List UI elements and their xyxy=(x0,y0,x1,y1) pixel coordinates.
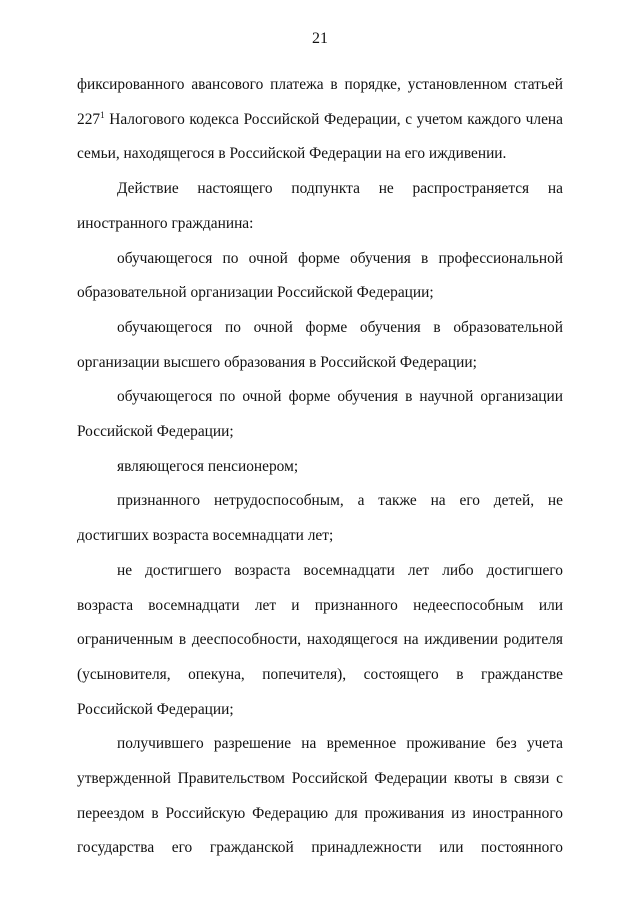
paragraph-text: фиксированного авансового платежа в порядке, установленном статьей 227 xyxy=(77,76,563,128)
paragraph-disabled: признанного нетрудоспособным, а также на его детей, не достигших возраста восемнадцати лет; xyxy=(77,492,563,545)
superscript: 1 xyxy=(100,109,105,120)
paragraph-scope: Действие настоящего подпункта не распространяется на иностранного гражданина: xyxy=(77,180,563,232)
paragraph-pensioner: являющегося пенсионером; xyxy=(117,457,299,475)
document-body xyxy=(77,68,563,866)
paragraph-text: Налогового кодекса Российской Федерации, с учетом каждого члена семьи, находящегося в Российской Федерации на его иждивении. xyxy=(77,110,563,163)
paragraph-higher-education-student: обучающегося по очной форме обучения в образовательной организации высшего образования в Российской Федерации; xyxy=(77,318,563,371)
paragraph-scientific-student: обучающегося по очной форме обучения в научной организации Российской Федерации; xyxy=(77,388,563,441)
paragraph-vocational-student: обучающегося по очной форме обучения в профессиональной образовательной организации Российской Федерации; xyxy=(77,249,563,302)
page-number: 21 xyxy=(312,30,328,47)
paragraph-advance-payment xyxy=(77,68,563,172)
paragraph-minor-dependent: не достигшего возраста восемнадцати лет либо достигшего возраста восемнадцати лет и признанного недееспособным или ограниченным в дееспособности, находящегося на иждивении родителя (усыновителя, опекуна, попечителя), состоящего в гражданстве Российской Федерации; xyxy=(77,561,563,718)
paragraph-temporary-residence: получившего разрешение на временное проживание без учета утвержденной Правительством Российской Федерации квоты в связи с переездом в Российскую Федерацию для проживания из иностранного государства его гражданской принадлежности или постоянного xyxy=(77,735,563,857)
